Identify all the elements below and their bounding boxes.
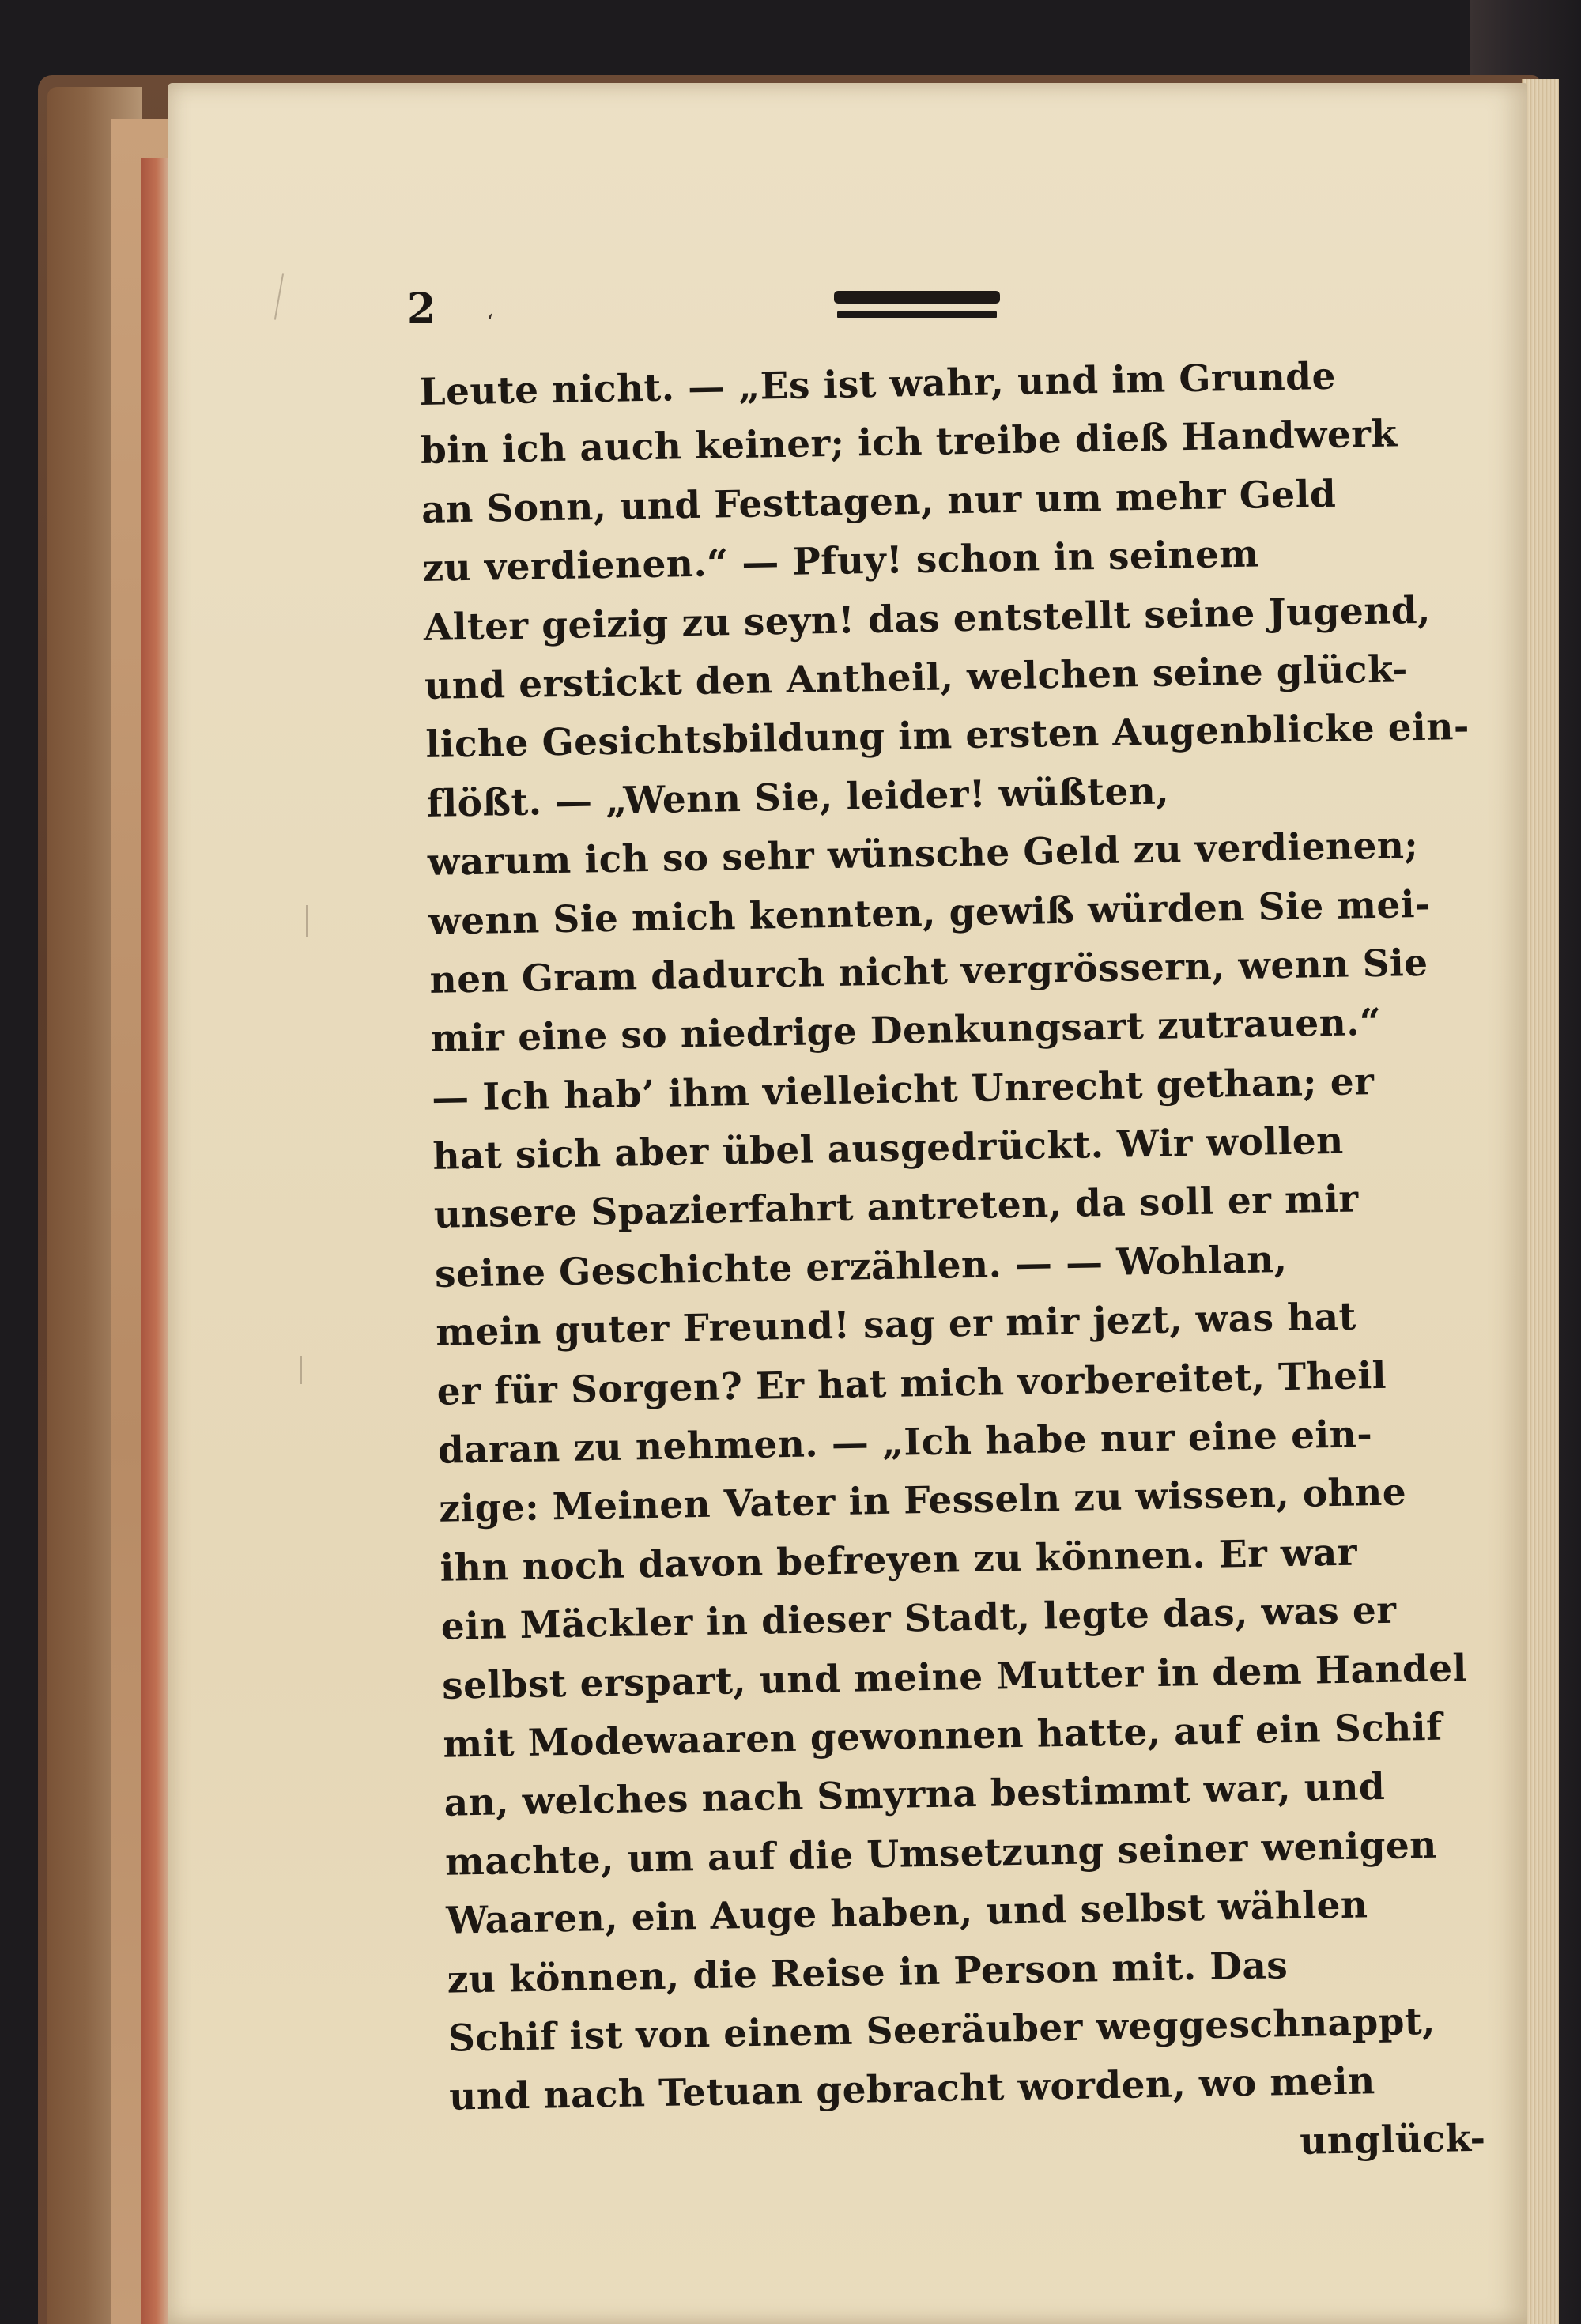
page-stack: [1522, 79, 1559, 2324]
page-number: 2: [407, 285, 436, 333]
text-line: mir eine so niedrige Denkungsart zutrauen.“: [430, 1001, 1382, 1062]
text-line: an Sonn, und Festtagen, nur um mehr Geld: [421, 472, 1337, 532]
text-line: zu können, die Reise in Person mit. Das: [447, 1943, 1289, 2002]
text-line: bin ich auch keiner; ich treibe dieß Handwerk: [420, 412, 1398, 473]
pencil-mark: [274, 273, 284, 319]
text-line: zige: Meinen Vater in Fesseln zu wissen, ohne: [438, 1470, 1407, 1532]
text-line: und erstickt den Antheil, welchen seine glück-: [424, 647, 1409, 708]
header-rule: [834, 291, 1000, 304]
page-header: [407, 285, 1458, 340]
text-line: daran zu nehmen. — „Ich habe nur eine ein-: [437, 1413, 1373, 1473]
text-block: [419, 345, 1502, 2186]
text-line: selbst erspart, und meine Mutter in dem Handel: [441, 1646, 1468, 1708]
text-line: seine Geschichte erzählen. — — Wohlan,: [434, 1237, 1288, 1296]
text-line: ihn noch davon befreyen zu können. Er war: [440, 1530, 1358, 1590]
text-line: hat sich aber übel ausgedrückt. Wir wollen: [432, 1119, 1345, 1179]
header-mark: ʻ: [486, 310, 494, 338]
text-line: unsere Spazierfahrt antreten, da soll er mir: [433, 1177, 1360, 1238]
text-line: an, welches nach Smyrna bestimmt war, und: [443, 1765, 1386, 1826]
text-line: nen Gram dadurch nicht vergrössern, wenn Sie: [429, 941, 1428, 1002]
text-line: ein Mäckler in dieser Stadt, legte das, was er: [440, 1588, 1397, 1649]
text-line: wenn Sie mich kennten, gewiß würden Sie mei-: [428, 882, 1432, 944]
text-line: liche Gesichtsbildung im ersten Augenblicke ein-: [424, 705, 1470, 768]
pencil-mark: [300, 1356, 302, 1384]
text-line: er für Sorgen? Er hat mich vorbereitet, Theil: [436, 1353, 1387, 1414]
text-line: Waaren, ein Auge haben, und selbst wählen: [445, 1883, 1368, 1943]
catchword: unglück-: [1299, 2116, 1486, 2164]
text-line: zu verdienen.“ — Pfuy! schon in seinem: [422, 532, 1259, 591]
text-line: mein guter Freund! sag er mir jezt, was hat: [435, 1295, 1357, 1356]
pencil-mark: [306, 905, 308, 937]
text-line: warum ich so sehr wünsche Geld zu verdienen;: [427, 824, 1419, 885]
text-line: Schif ist von einem Seeräuber weggeschnappt,: [447, 1999, 1436, 2061]
text-line: mit Modewaaren gewonnen hatte, auf ein Schif: [443, 1705, 1443, 1767]
text-line: — Ich hab’ ihm vielleicht Unrecht gethan; er: [431, 1059, 1375, 1120]
text-line: Alter geizig zu seyn! das entstellt seine Jugend,: [423, 588, 1432, 650]
text-line: flößt. — „Wenn Sie, leider! wüßten,: [426, 769, 1170, 826]
text-line: Leute nicht. — „Es ist wahr, und im Grunde: [419, 354, 1337, 414]
text-line: machte, um auf die Umsetzung seiner wenigen: [444, 1823, 1438, 1884]
text-line: und nach Tetuan gebracht worden, wo mein: [448, 2059, 1376, 2119]
